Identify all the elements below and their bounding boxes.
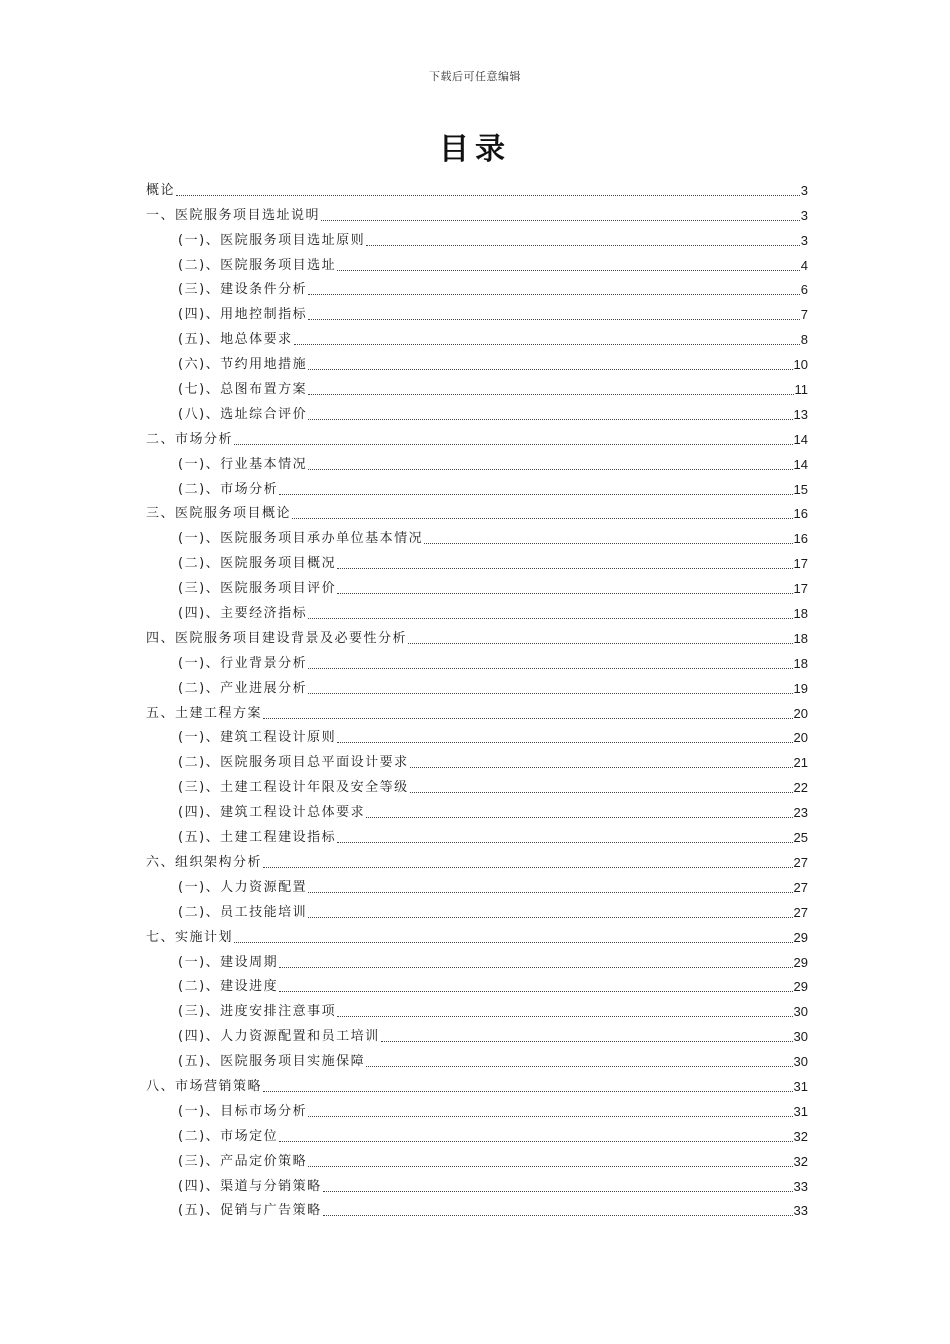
toc-entry[interactable] [146, 822, 808, 847]
dot-leader [366, 817, 792, 818]
toc-entry-title: 八、市场营销策略 [146, 1078, 263, 1094]
toc-entry-title: (四)、人力资源配置和员工培训 [178, 1029, 380, 1045]
toc-entry-page-number: 4 [800, 257, 808, 273]
dot-leader [308, 1116, 792, 1117]
toc-entry-page-number: 31 [793, 1078, 808, 1094]
toc-entry-page-number: 3 [800, 232, 808, 248]
toc-entry[interactable] [146, 299, 808, 324]
toc-entry-title: (二)、市场定位 [178, 1128, 279, 1144]
toc-entry[interactable] [146, 324, 808, 349]
dot-leader [308, 892, 792, 893]
toc-entry-title: 二、市场分析 [146, 431, 234, 447]
toc-entry-title: (三)、进度安排注意事项 [178, 1004, 337, 1020]
toc-entry-title: (八)、选址综合评价 [178, 406, 308, 422]
toc-entry[interactable] [146, 772, 808, 797]
toc-entry-title: (二)、医院服务项目选址 [178, 257, 337, 273]
toc-entry-title: 五、土建工程方案 [146, 705, 263, 721]
toc-entry-title: 七、实施计划 [146, 929, 234, 945]
dot-leader [176, 195, 800, 196]
dot-leader [323, 1215, 793, 1216]
dot-leader [308, 394, 793, 395]
toc-entry-page-number: 21 [793, 755, 808, 771]
dot-leader [292, 518, 793, 519]
toc-entry-page-number: 30 [793, 1054, 808, 1070]
toc-entry-title: 三、医院服务项目概论 [146, 506, 292, 522]
toc-entry-title: (一)、行业背景分析 [178, 655, 308, 671]
toc-entry[interactable] [146, 1046, 808, 1071]
toc-entry-title: (七)、总图布置方案 [178, 382, 308, 398]
dot-leader [337, 593, 792, 594]
toc-entry-page-number: 17 [793, 556, 808, 572]
dot-leader [234, 942, 793, 943]
dot-leader [337, 568, 792, 569]
toc-entry-title: (二)、医院服务项目概况 [178, 556, 337, 572]
toc-entry-title: (三)、建设条件分析 [178, 282, 308, 298]
toc-entry-page-number: 33 [793, 1203, 808, 1219]
toc-entry[interactable] [146, 499, 808, 524]
toc-entry-title: (四)、用地控制指标 [178, 307, 308, 323]
toc-list [146, 175, 808, 1220]
toc-entry-page-number: 31 [793, 1103, 808, 1119]
toc-entry-page-number: 10 [793, 357, 808, 373]
toc-entry-page-number: 11 [794, 382, 808, 398]
toc-entry[interactable] [146, 1171, 808, 1196]
toc-entry-title: (一)、目标市场分析 [178, 1103, 308, 1119]
toc-entry[interactable] [146, 573, 808, 598]
toc-entry-title: (六)、节约用地措施 [178, 357, 308, 373]
toc-entry-page-number: 29 [793, 929, 808, 945]
dot-leader [308, 668, 792, 669]
toc-entry[interactable] [146, 1096, 808, 1121]
toc-entry-page-number: 25 [793, 830, 808, 846]
toc-entry-title: (五)、地总体要求 [178, 332, 293, 348]
toc-entry-page-number: 32 [793, 1153, 808, 1169]
dot-leader [308, 917, 792, 918]
toc-entry-page-number: 17 [793, 581, 808, 597]
toc-entry-title: (四)、渠道与分销策略 [178, 1178, 322, 1194]
toc-entry[interactable] [146, 922, 808, 947]
toc-entry-title: (三)、土建工程设计年限及安全等级 [178, 780, 409, 796]
dot-leader [337, 742, 792, 743]
dot-leader [279, 494, 792, 495]
toc-entry-page-number: 3 [800, 207, 808, 223]
toc-entry-title: (二)、建设进度 [178, 979, 279, 995]
toc-entry-page-number: 15 [793, 481, 808, 497]
dot-leader [408, 643, 793, 644]
toc-entry[interactable] [146, 523, 808, 548]
toc-entry-page-number: 27 [793, 904, 808, 920]
toc-entry[interactable] [146, 972, 808, 997]
dot-leader [308, 369, 792, 370]
toc-entry[interactable] [146, 349, 808, 374]
dot-leader [381, 1041, 793, 1042]
toc-entry-page-number: 30 [793, 1029, 808, 1045]
toc-entry[interactable] [146, 723, 808, 748]
dot-leader [337, 842, 792, 843]
toc-entry-page-number: 18 [793, 630, 808, 646]
toc-entry-page-number: 30 [793, 1004, 808, 1020]
toc-entry-page-number: 16 [793, 506, 808, 522]
toc-entry-title: (一)、医院服务项目选址原则 [178, 232, 366, 248]
toc-entry[interactable] [146, 1121, 808, 1146]
dot-leader [279, 991, 792, 992]
dot-leader [337, 1016, 792, 1017]
toc-entry-page-number: 29 [793, 979, 808, 995]
toc-entry[interactable] [146, 250, 808, 275]
dot-leader [234, 444, 793, 445]
toc-entry-title: (一)、建设周期 [178, 954, 279, 970]
dot-leader [410, 767, 793, 768]
toc-entry-title: (一)、人力资源配置 [178, 879, 308, 895]
toc-entry[interactable] [146, 673, 808, 698]
toc-entry[interactable] [146, 175, 808, 200]
toc-entry[interactable] [146, 275, 808, 300]
dot-leader [308, 618, 792, 619]
toc-entry-title: 概论 [146, 182, 176, 198]
toc-entry-page-number: 3 [800, 182, 808, 198]
toc-entry-title: 一、医院服务项目选址说明 [146, 207, 321, 223]
toc-entry-title: 六、组织架构分析 [146, 854, 263, 870]
dot-leader [410, 792, 793, 793]
toc-entry[interactable] [146, 648, 808, 673]
toc-entry-title: (三)、医院服务项目评价 [178, 581, 337, 597]
toc-entry[interactable] [146, 200, 808, 225]
toc-entry-title: (二)、员工技能培训 [178, 904, 308, 920]
toc-entry-page-number: 8 [800, 332, 808, 348]
toc-entry-title: (五)、土建工程建设指标 [178, 830, 337, 846]
toc-entry-page-number: 18 [793, 655, 808, 671]
toc-entry-page-number: 22 [793, 780, 808, 796]
toc-entry[interactable] [146, 1071, 808, 1096]
toc-entry-page-number: 23 [793, 805, 808, 821]
dot-leader [263, 1091, 793, 1092]
dot-leader [279, 1141, 792, 1142]
toc-entry-page-number: 19 [793, 680, 808, 696]
toc-entry[interactable] [146, 225, 808, 250]
header-note: 下载后可任意编辑 [429, 70, 521, 83]
toc-entry[interactable] [146, 449, 808, 474]
dot-leader [308, 294, 800, 295]
dot-leader [279, 967, 792, 968]
dot-leader [323, 1191, 793, 1192]
toc-entry-title: 四、医院服务项目建设背景及必要性分析 [146, 630, 408, 646]
toc-entry[interactable] [146, 548, 808, 573]
toc-entry-page-number: 14 [793, 431, 808, 447]
toc-entry-title: (五)、促销与广告策略 [178, 1203, 322, 1219]
toc-entry[interactable] [146, 897, 808, 922]
toc-entry[interactable] [146, 847, 808, 872]
toc-entry-page-number: 32 [793, 1128, 808, 1144]
toc-entry-title: (二)、产业进展分析 [178, 680, 308, 696]
toc-entry-title: (一)、建筑工程设计原则 [178, 730, 337, 746]
dot-leader [308, 469, 792, 470]
toc-entry-page-number: 33 [793, 1178, 808, 1194]
toc-entry[interactable] [146, 1146, 808, 1171]
toc-entry-page-number: 27 [793, 879, 808, 895]
dot-leader [337, 270, 800, 271]
dot-leader [263, 867, 793, 868]
toc-entry[interactable] [146, 399, 808, 424]
toc-entry[interactable] [146, 374, 808, 399]
toc-entry[interactable] [146, 424, 808, 449]
toc-entry-page-number: 18 [793, 606, 808, 622]
toc-entry-page-number: 14 [793, 456, 808, 472]
dot-leader [308, 1166, 792, 1167]
dot-leader [321, 220, 800, 221]
toc-entry[interactable] [146, 872, 808, 897]
dot-leader [294, 344, 800, 345]
toc-entry-page-number: 27 [793, 854, 808, 870]
toc-entry[interactable] [146, 698, 808, 723]
toc-entry[interactable] [146, 1196, 808, 1221]
toc-entry[interactable] [146, 1021, 808, 1046]
toc-entry[interactable] [146, 947, 808, 972]
dot-leader [308, 319, 800, 320]
dot-leader [308, 693, 792, 694]
toc-entry[interactable] [146, 623, 808, 648]
toc-entry-title: (五)、医院服务项目实施保障 [178, 1054, 366, 1070]
toc-entry-title: (二)、医院服务项目总平面设计要求 [178, 755, 409, 771]
toc-entry-title: (三)、产品定价策略 [178, 1153, 308, 1169]
toc-entry-page-number: 13 [793, 406, 808, 422]
toc-entry-title: (一)、医院服务项目承办单位基本情况 [178, 531, 424, 547]
toc-entry-page-number: 6 [800, 282, 808, 298]
toc-entry-page-number: 7 [800, 307, 808, 323]
toc-entry[interactable] [146, 797, 808, 822]
toc-title: 目录 [439, 132, 511, 167]
toc-entry[interactable] [146, 996, 808, 1021]
toc-entry-title: (一)、行业基本情况 [178, 456, 308, 472]
dot-leader [308, 419, 792, 420]
toc-entry-title: (四)、主要经济指标 [178, 606, 308, 622]
dot-leader [263, 718, 793, 719]
toc-entry[interactable] [146, 598, 808, 623]
toc-entry-page-number: 16 [793, 531, 808, 547]
toc-entry-page-number: 20 [793, 730, 808, 746]
toc-entry[interactable] [146, 474, 808, 499]
dot-leader [366, 245, 800, 246]
toc-entry-title: (四)、建筑工程设计总体要求 [178, 805, 366, 821]
toc-entry-page-number: 29 [793, 954, 808, 970]
dot-leader [424, 543, 792, 544]
toc-entry[interactable] [146, 747, 808, 772]
toc-entry-page-number: 20 [793, 705, 808, 721]
dot-leader [366, 1066, 792, 1067]
toc-entry-title: (二)、市场分析 [178, 481, 279, 497]
